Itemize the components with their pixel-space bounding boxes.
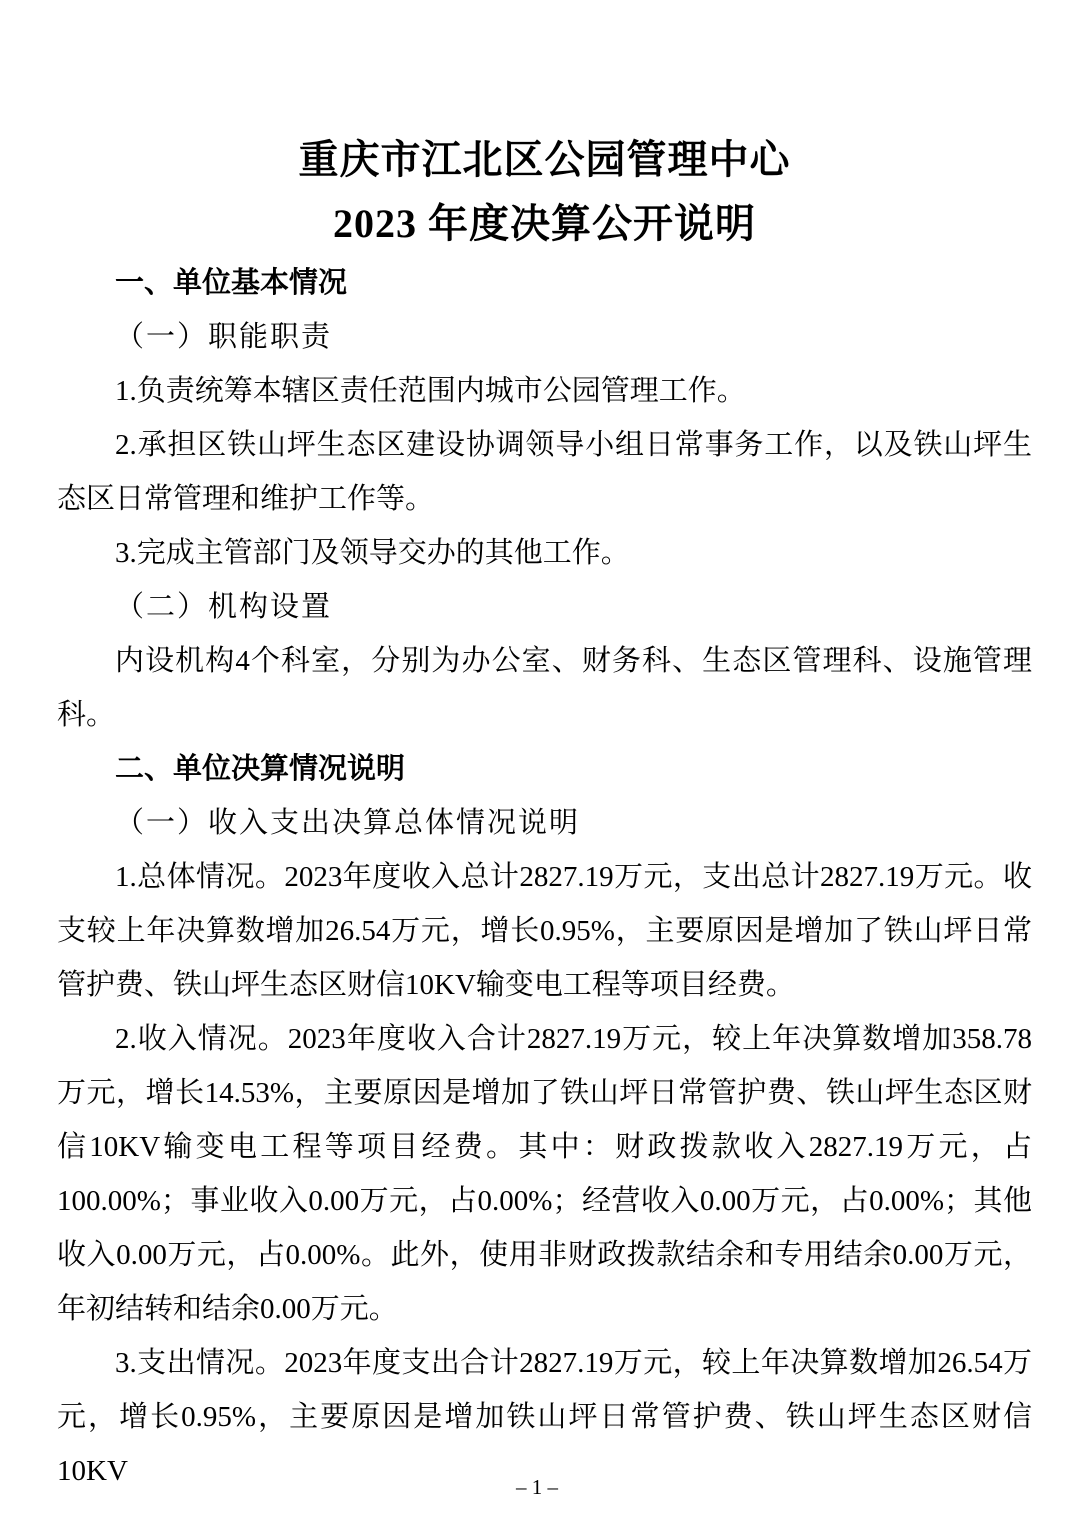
paragraph-duty-2: 2.承担区铁山坪生态区建设协调领导小组日常事务工作，以及铁山坪生态区日常管理和维护工作等。 <box>57 429 1032 515</box>
document-title-line1: 重庆市江北区公园管理中心 <box>298 137 791 182</box>
heading-subsection-duties: （一）职能职责 <box>115 321 333 353</box>
paragraph-duty-1: 1.负责统筹本辖区责任范围内城市公园管理工作。 <box>115 375 746 407</box>
paragraph-expenditure-situation: 3.支出情况。2023年度支出合计2827.19万元，较上年决算数增加26.54万元，增长0.95%，主要原因是增加铁山坪日常管护费、铁山坪生态区财信10KV <box>57 1347 1032 1487</box>
heading-section-final-accounts: 二、单位决算情况说明 <box>115 753 406 785</box>
document-title <box>57 128 1032 256</box>
document-title-line2: 2023 年度决算公开说明 <box>333 201 756 246</box>
heading-subsection-overall-statement: （一）收入支出决算总体情况说明 <box>115 807 581 839</box>
paragraph-income-situation: 2.收入情况。2023年度收入合计2827.19万元，较上年决算数增加358.78万元，增长14.53%，主要原因是增加了铁山坪日常管护费、铁山坪生态区财信10KV输变电工程等项目经费。其中：财政拨款收入2827.19万元，占100.00%；事业收入0.00万元，占0.00%；经营收入0.00万元，占0.00%；其他收入0.00万元，占0.00%。此外，使用非财政拨款结余和专用结余0.00万元，年初结转和结余0.00万元。 <box>57 1023 1032 1325</box>
page-number: – 1 – <box>516 1475 558 1499</box>
heading-section-basic-info: 一、单位基本情况 <box>115 267 348 299</box>
heading-subsection-org-setup: （二）机构设置 <box>115 591 333 623</box>
paragraph-overall-situation: 1.总体情况。2023年度收入总计2827.19万元，支出总计2827.19万元。收支较上年决算数增加26.54万元，增长0.95%，主要原因是增加了铁山坪日常管护费、铁山坪生态区财信10KV输变电工程等项目经费。 <box>57 861 1032 1001</box>
paragraph-org-setup: 内设机构4个科室，分别为办公室、财务科、生态区管理科、设施管理科。 <box>57 645 1032 731</box>
paragraph-duty-3: 3.完成主管部门及领导交办的其他工作。 <box>115 537 630 569</box>
